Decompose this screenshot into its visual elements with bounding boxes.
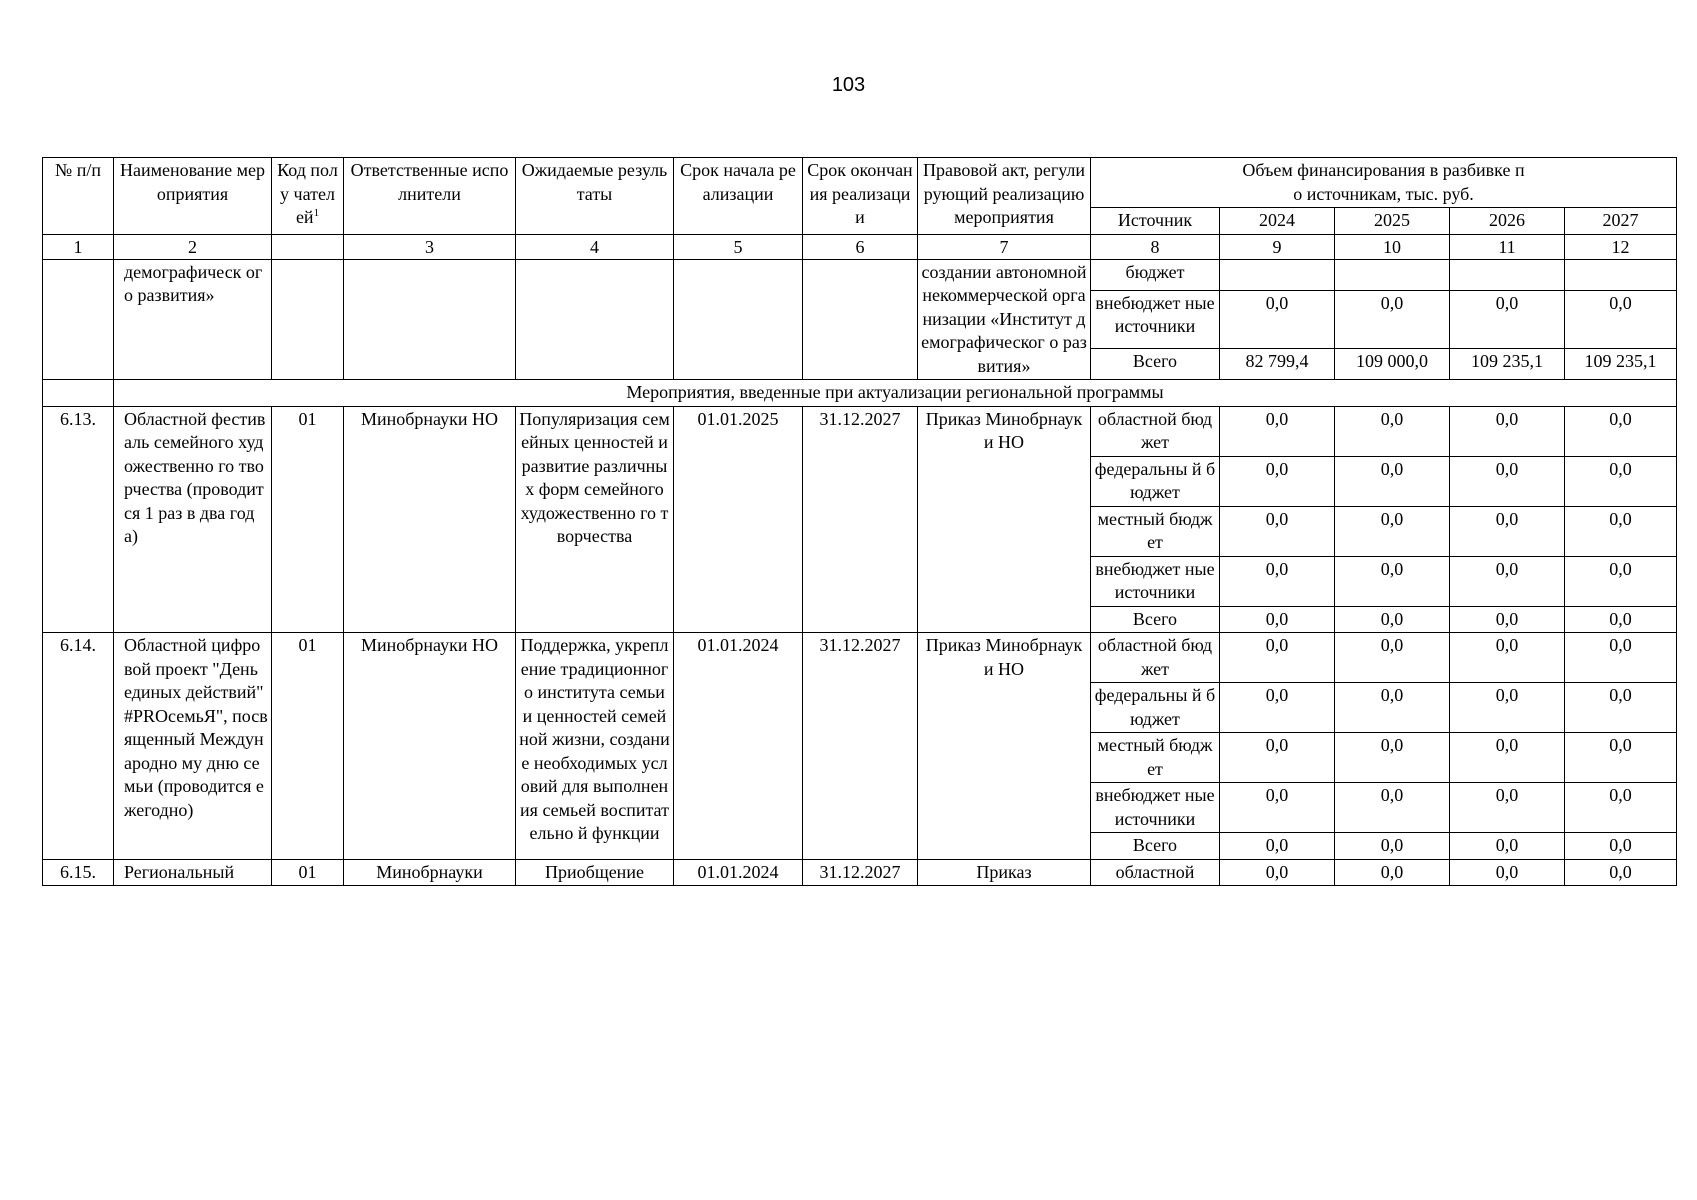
funding-value: 0,0 [1335,456,1450,506]
funding-value [1450,259,1565,290]
event-name: Областной цифровой проект "День единых действий" #PROсемьЯ", посвященный Международно му дню семьи (проводится ежегодно) [114,633,272,860]
funding-value: 0,0 [1220,733,1335,783]
funding-value: 0,0 [1220,456,1335,506]
event-start: 01.01.2024 [674,633,803,860]
header-end: Срок окончания реализаци и [803,158,918,235]
empty-cell [272,259,344,380]
funding-value [1565,259,1677,290]
event-row [43,859,1677,886]
funding-value: 0,0 [1565,633,1677,683]
column-number: 2 [114,234,272,259]
funding-value: 0,0 [1450,633,1565,683]
column-number: 10 [1335,234,1450,259]
funding-value: 0,0 [1335,783,1450,833]
continuation-row [43,259,1677,290]
empty-cell [674,259,803,380]
header-year: 2027 [1565,208,1677,235]
funding-value [1335,259,1450,290]
funding-value: 0,0 [1335,290,1450,348]
funding-value: 0,0 [1450,606,1565,633]
funding-value: 0,0 [1220,556,1335,606]
funding-source: внебюджет ные источники [1091,556,1220,606]
funding-value: 109 235,1 [1565,348,1677,379]
funding-source: Всего [1091,348,1220,379]
funding-value: 0,0 [1220,859,1335,886]
funding-value: 0,0 [1220,506,1335,556]
funding-value: 0,0 [1335,859,1450,886]
event-act: создании автономной некоммерческой организации «Институт демографическог о развития» [918,259,1091,380]
event-act: Приказ [918,859,1091,886]
column-number: 8 [1091,234,1220,259]
event-executors: Минобрнауки [344,859,516,886]
header-results: Ожидаемые результаты [516,158,674,235]
funding-value: 0,0 [1220,290,1335,348]
event-act: Приказ Минобрнауки НО [918,406,1091,633]
funding-value: 82 799,4 [1220,348,1335,379]
event-number: 6.14. [43,633,114,860]
empty-cell [43,380,114,407]
event-name: демографическ ого развития» [114,259,272,380]
funding-value: 0,0 [1450,506,1565,556]
funding-value [1220,259,1335,290]
funding-source: федеральны й бюджет [1091,456,1220,506]
column-number-row [43,234,1677,259]
funding-value: 0,0 [1335,733,1450,783]
funding-value: 0,0 [1335,506,1450,556]
funding-value: 0,0 [1220,783,1335,833]
event-name: Региональный [114,859,272,886]
page-number: 103 [831,74,866,96]
funding-value: 0,0 [1450,290,1565,348]
header-executors: Ответственные исполнители [344,158,516,235]
funding-source: бюджет [1091,259,1220,290]
header-no: № п/п [43,158,114,235]
column-number: 9 [1220,234,1335,259]
event-executors: Минобрнауки НО [344,406,516,633]
funding-value: 0,0 [1565,290,1677,348]
empty-cell [344,259,516,380]
event-executors: Минобрнауки НО [344,633,516,860]
funding-value: 0,0 [1450,456,1565,506]
funding-value: 0,0 [1565,456,1677,506]
section-title: Мероприятия, введенные при актуализации региональной программы [114,380,1677,407]
funding-value: 0,0 [1220,606,1335,633]
event-start: 01.01.2025 [674,406,803,633]
funding-source: областной бюджет [1091,406,1220,456]
header-funding: Объем финансирования в разбивке по источникам, тыс. руб. [1091,158,1677,208]
funding-value: 109 000,0 [1335,348,1450,379]
event-end: 31.12.2027 [803,406,918,633]
funding-value: 0,0 [1450,406,1565,456]
event-number: 6.15. [43,859,114,886]
event-end: 31.12.2027 [803,633,918,860]
funding-value: 0,0 [1335,833,1450,860]
header-year: 2025 [1335,208,1450,235]
header-start: Срок начала реализации [674,158,803,235]
funding-value: 0,0 [1565,606,1677,633]
funding-value: 0,0 [1220,833,1335,860]
empty-cell [516,259,674,380]
event-number: 6.13. [43,406,114,633]
event-results: Популяризация семейных ценностей и развитие различных форм семейного художественно го творчества [516,406,674,633]
column-number: 1 [43,234,114,259]
funding-value: 0,0 [1335,633,1450,683]
funding-value: 0,0 [1450,733,1565,783]
header-code-text: Код полу чател ей [277,160,338,227]
header-code [272,158,344,235]
column-number: 3 [344,234,516,259]
column-number [272,234,344,259]
funding-value: 0,0 [1565,506,1677,556]
column-number: 7 [918,234,1091,259]
event-results: Приобщение [516,859,674,886]
event-code: 01 [272,406,344,633]
column-number: 5 [674,234,803,259]
funding-value: 0,0 [1220,683,1335,733]
section-row [43,380,1677,407]
funding-value: 0,0 [1335,683,1450,733]
funding-source: местный бюджет [1091,733,1220,783]
funding-value: 0,0 [1450,833,1565,860]
funding-source: Всего [1091,833,1220,860]
funding-source: областной бюджет [1091,633,1220,683]
header-row [43,158,1677,208]
funding-value: 0,0 [1220,633,1335,683]
funding-source: внебюджет ные источники [1091,290,1220,348]
funding-source: областной [1091,859,1220,886]
event-start: 01.01.2024 [674,859,803,886]
funding-value: 0,0 [1565,406,1677,456]
funding-value: 0,0 [1565,683,1677,733]
empty-cell [803,259,918,380]
funding-value: 0,0 [1450,783,1565,833]
column-number: 6 [803,234,918,259]
funding-value: 0,0 [1565,833,1677,860]
column-number: 12 [1565,234,1677,259]
funding-value: 0,0 [1335,406,1450,456]
header-year: 2024 [1220,208,1335,235]
funding-source: внебюджет ные источники [1091,783,1220,833]
funding-value: 0,0 [1450,683,1565,733]
column-number: 4 [516,234,674,259]
funding-value: 0,0 [1335,556,1450,606]
funding-value: 0,0 [1565,783,1677,833]
event-code: 01 [272,633,344,860]
event-row [43,633,1677,683]
header-code-footnote: 1 [313,207,320,219]
funding-source: местный бюджет [1091,506,1220,556]
header-source: Источник [1091,208,1220,235]
funding-value: 0,0 [1335,606,1450,633]
event-name: Областной фестиваль семейного художественно го творчества (проводится 1 раз в два года) [114,406,272,633]
header-year: 2026 [1450,208,1565,235]
event-number [43,259,114,380]
header-name: Наименование мероприятия [114,158,272,235]
header-act: Правовой акт, регулирующий реализацию мероприятия [918,158,1091,235]
funding-source: федеральны й бюджет [1091,683,1220,733]
funding-value: 0,0 [1565,859,1677,886]
funding-value: 0,0 [1450,556,1565,606]
event-end: 31.12.2027 [803,859,918,886]
event-row [43,406,1677,456]
funding-table [42,157,1677,886]
funding-value: 0,0 [1565,733,1677,783]
event-act: Приказ Минобрнауки НО [918,633,1091,860]
funding-source: Всего [1091,606,1220,633]
funding-value: 0,0 [1220,406,1335,456]
event-code: 01 [272,859,344,886]
funding-value: 0,0 [1565,556,1677,606]
funding-value: 109 235,1 [1450,348,1565,379]
funding-value: 0,0 [1450,859,1565,886]
event-results: Поддержка, укрепление традиционного института семьи и ценностей семейной жизни, создание необходимых условий для выполнения семьей воспитательно й функции [516,633,674,860]
column-number: 11 [1450,234,1565,259]
